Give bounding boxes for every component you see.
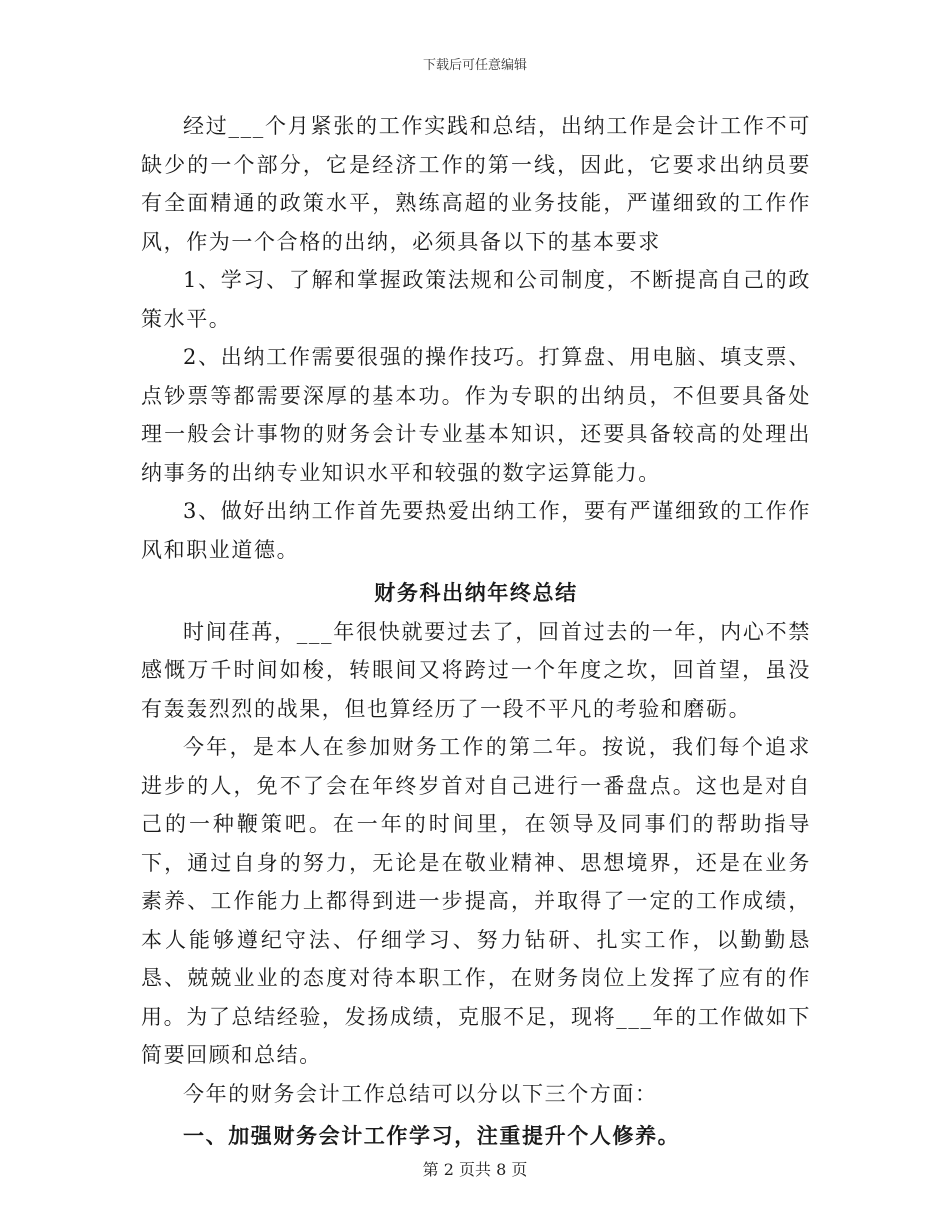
summary-paragraph-3: 今年的财务会计工作总结可以分以下三个方面： [183, 1081, 658, 1106]
subsection-heading-1: 一、加强财务会计工作学习，注重提升个人修养。 [183, 1123, 681, 1148]
page-header-note: 下载后可任意编辑 [422, 58, 527, 73]
page-footer-indicator: 第 2 页共 8 页 [422, 1160, 528, 1179]
intro-paragraph: 经过___个月紧张的工作实践和总结，出纳工作是会计工作不可缺少的一个部分，它是经济工作的第一线，因此，它要求出纳员要有全面精通的政策水平，熟练高超的业务技能，严谨细致的工作作风，作为一个合格的出纳，必须具备以下的基本要求 [141, 114, 811, 254]
document-body [141, 107, 811, 1156]
summary-paragraph-2: 今年，是本人在参加财务工作的第二年。按说，我们每个追求进步的人，免不了会在年终岁首对自己进行一番盘点。这也是对自己的一种鞭策吧。在一年的时间里，在领导及同事们的帮助指导下，通过自身的努力，无论是在敬业精神、思想境界，还是在业务素养、工作能力上都得到进一步提高，并取得了一定的工作成绩，本人能够遵纪守法、仔细学习、努力钻研、扎实工作，以勤勤恳恳、兢兢业业的态度对待本职工作，在财务岗位上发挥了应有的作用。为了总结经验，发扬成绩，克服不足，现将___年的工作做如下简要回顾和总结。 [141, 735, 811, 1067]
summary-paragraph-1: 时间荏苒，___年很快就要过去了，回首过去的一年，内心不禁感慨万千时间如梭，转眼间又将跨过一个年度之坎，回首望，虽没有轰轰烈烈的战果，但也算经历了一段不平凡的考验和磨砺。 [141, 619, 811, 721]
section-title: 财务科出纳年终总结 [374, 580, 578, 605]
requirement-item-1: 1、学习、了解和掌握政策法规和公司制度，不断提高自己的政策水平。 [141, 268, 811, 331]
requirement-item-2: 2、出纳工作需要很强的操作技巧。打算盘、用电脑、填支票、点钞票等都需要深厚的基本功。作为专职的出纳员，不但要具备处理一般会计事物的财务会计专业基本知识，还要具备较高的处理出纳事务的出纳专业知识水平和较强的数字运算能力。 [141, 345, 811, 485]
requirement-item-3: 3、做好出纳工作首先要热爱出纳工作，要有严谨细致的工作作风和职业道德。 [141, 499, 811, 562]
